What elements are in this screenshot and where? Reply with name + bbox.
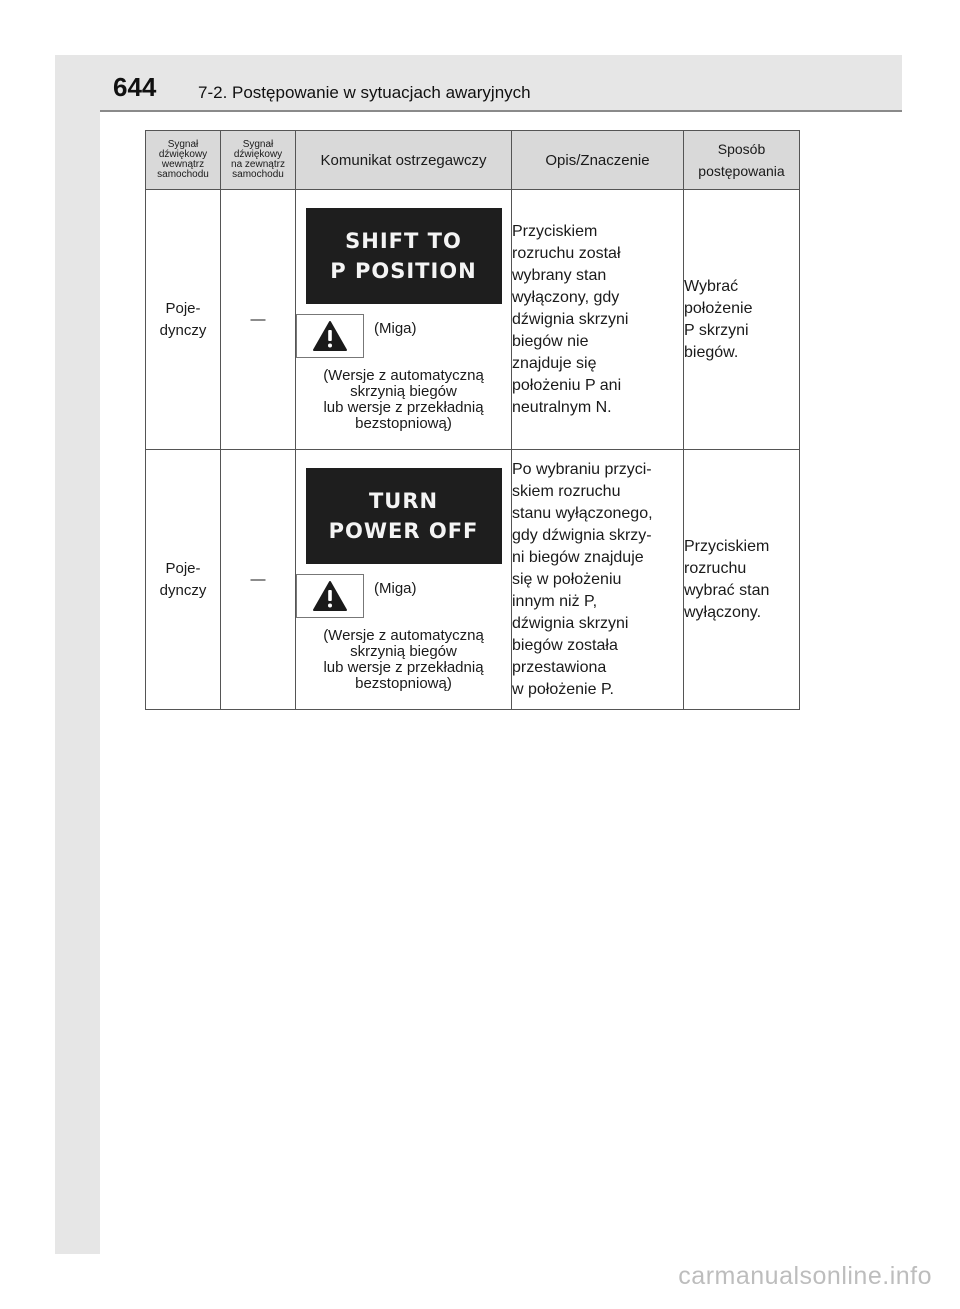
warning-screen [306,468,502,564]
page-number: 644 [113,72,157,102]
cell-message [296,450,512,710]
cell-inside: Poje- dynczy [146,190,221,450]
cell-action: Wybrać położenie P skrzyni biegów. [684,190,800,450]
cell-outside: — [221,450,296,710]
screen-line-1: TURN [368,488,439,513]
warning-table [145,130,800,710]
table-row [146,450,800,710]
cell-message [296,190,512,450]
cell-action: Przyciskiem rozruchu wybrać stan wyłączony. [684,450,800,710]
header-rule [100,110,902,112]
col-header-outside: Sygnał dźwiękowy na zewnątrz samochodu [221,131,296,190]
warning-icon [296,574,364,618]
col-header-inside: Sygnał dźwiękowy wewnątrz samochodu [146,131,221,190]
table-row [146,190,800,450]
screen-line-1: SHIFT TO [345,228,462,253]
table-header-row [146,131,800,190]
side-strip [55,55,100,1254]
warning-icon [296,314,364,358]
version-note: (Wersje z automatyczną skrzynią biegów lub wersje z przekładnią bezstopniową) [323,626,484,692]
page-header [100,55,902,110]
cell-inside: Poje- dynczy [146,450,221,710]
watermark [0,1262,960,1291]
screen-line-2: P POSITION [330,258,477,283]
col-header-description: Opis/Znaczenie [512,131,684,190]
col-header-action: Sposób postępowania [684,131,800,190]
version-note: (Wersje z automatyczną skrzynią biegów lub wersje z przekładnią bezstopniową) [323,366,484,432]
watermark-text: carmanualsonline.info [678,1262,932,1290]
warning-screen [306,208,502,304]
section-title: 7-2. Postępowanie w sytuacjach awaryjnych [198,83,531,102]
screen-line-2: POWER OFF [328,518,479,543]
cell-description: Przyciskiem rozruchu został wybrany stan wyłączony, gdy dźwignia skrzyni biegów nie znajduje się położeniu P ani neutralnym N. [512,190,684,450]
blink-label: (Miga) [374,580,417,597]
blink-label: (Miga) [374,320,417,337]
cell-description: Po wybraniu przyci- skiem rozruchu stanu wyłączonego, gdy dźwignia skrzy- ni biegów znajduje się w położeniu innym niż P, dźwignia skrzyni biegów została przestawiona w położenie P. [512,450,684,710]
col-header-message: Komunikat ostrzegawczy [296,131,512,190]
cell-outside: — [221,190,296,450]
